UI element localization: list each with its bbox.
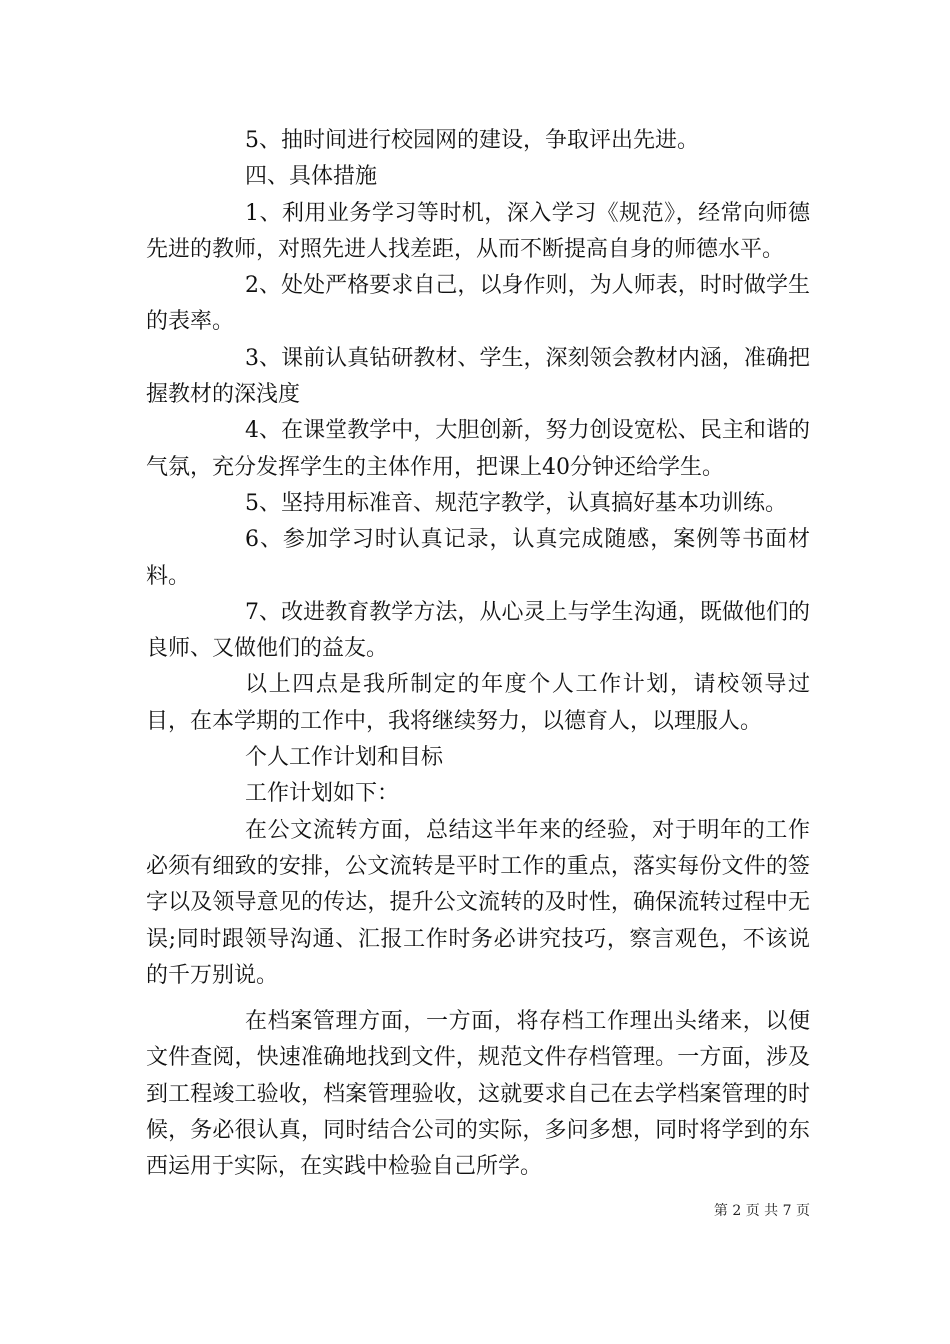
section-heading-personal-plan: 个人工作计划和目标 <box>245 745 444 771</box>
paragraph-measure-6: 6、参加学习时认真记录，认真完成随感，案例等书面材料。 <box>146 527 810 589</box>
page-number-footer: 第 2 页 共 7 页 <box>713 1203 810 1219</box>
paragraph-archive-management: 在档案管理方面，一方面，将存档工作理出头绪来，以便文件查阅，快速准确地找到文件，规范文件存档管理。一方面，涉及到工程竣工验收，档案管理验收，这就要求自己在去学档案管理的时候，务必很认真，同时结合公司的实际，多问多想，同时将学到的东西运用于实际，在实践中检验自己所学。 <box>146 1009 810 1180</box>
paragraph-plan-intro: 工作计划如下： <box>245 781 400 807</box>
paragraph-measure-2: 2、处处严格要求自己，以身作则，为人师表，时时做学生的表率。 <box>146 273 810 335</box>
paragraph-measure-1: 1、利用业务学习等时机，深入学习《规范》，经常向师德先进的教师，对照先进人找差距，从而不断提高自身的师德水平。 <box>146 200 810 262</box>
paragraph-measure-4: 4、在课堂教学中，大胆创新，努力创设宽松、民主和谐的气氛，充分发挥学生的主体作用，把课上40分钟还给学生。 <box>146 418 810 480</box>
section-heading-measures: 四、具体措施 <box>245 164 378 190</box>
paragraph-item-5-campus-network: 5、抽时间进行校园网的建设，争取评出先进。 <box>245 128 699 153</box>
paragraph-summary: 以上四点是我所制定的年度个人工作计划，请校领导过目，在本学期的工作中，我将继续努力，以德育人，以理服人。 <box>146 672 810 734</box>
paragraph-measure-5: 5、坚持用标准音、规范字教学，认真搞好基本功训练。 <box>245 490 787 516</box>
paragraph-document-flow: 在公文流转方面，总结这半年来的经验，对于明年的工作必须有细致的安排，公文流转是平时工作的重点，落实每份文件的签字以及领导意见的传达，提升公文流转的及时性，确保流转过程中无误;同时跟领导沟通、汇报工作时务必讲究技巧，察言观色，不该说的千万别说。 <box>146 817 810 988</box>
paragraph-measure-7: 7、改进教育教学方法，从心灵上与学生沟通，既做他们的良师、又做他们的益友。 <box>146 599 810 662</box>
document-body <box>146 123 810 1186</box>
paragraph-measure-3: 3、课前认真钻研教材、学生，深刻领会教材内涵，准确把握教材的深浅度 <box>146 345 810 408</box>
